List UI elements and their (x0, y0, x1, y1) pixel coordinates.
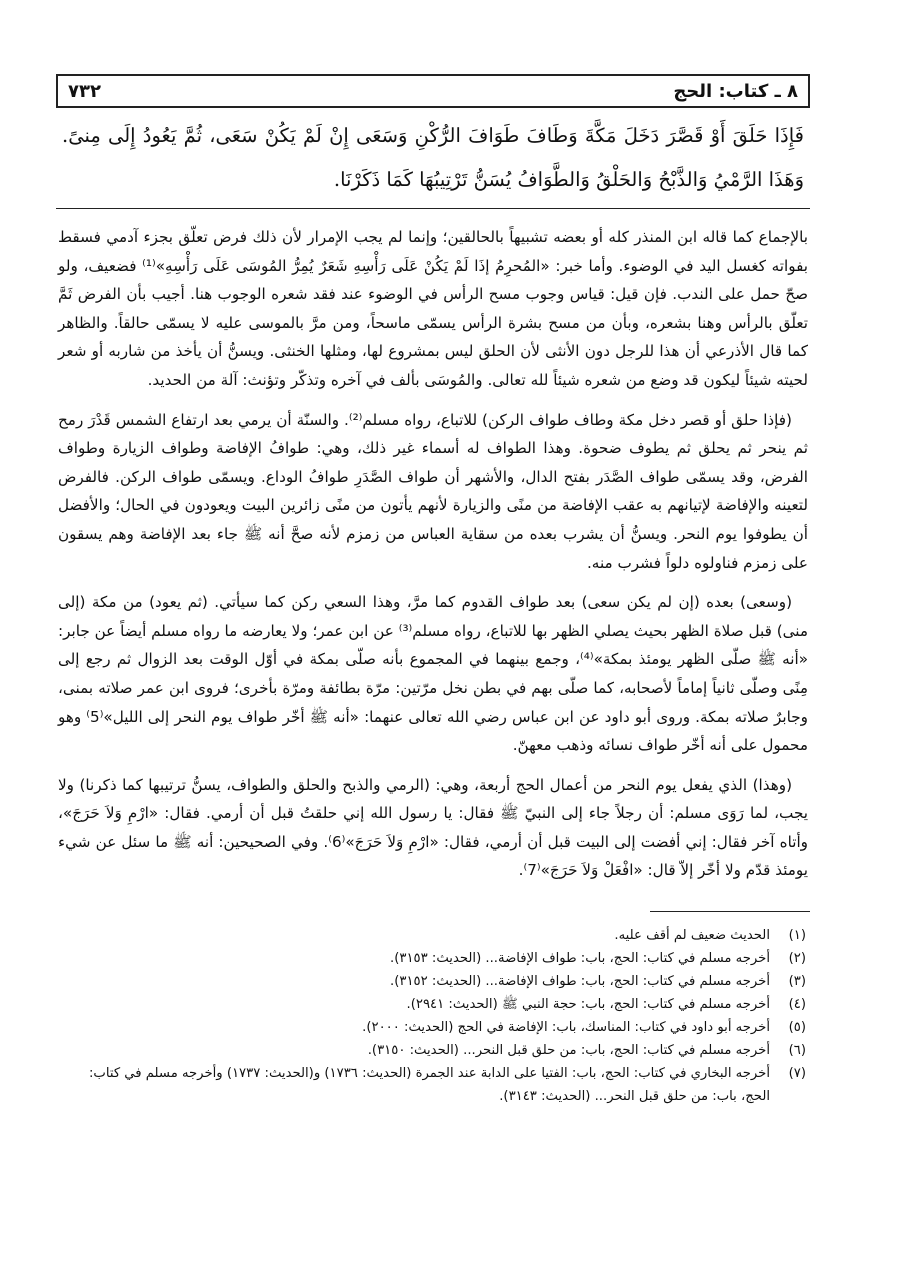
page-number: ٧٣٢ (68, 80, 101, 102)
footnote-text: أخرجه مسلم في كتاب: الحج، باب: طواف الإفاضة... (الحديث: ٣١٥٢). (390, 974, 770, 990)
footnote (56, 924, 806, 947)
commentary (58, 223, 808, 885)
book-page (56, 74, 810, 1108)
footnote-number: (٥) (788, 1020, 806, 1036)
footnote-text: أخرجه مسلم في كتاب: الحج، باب: من حلق قبل النحر... (الحديث: ٣١٥٠). (367, 1043, 770, 1059)
footnote (56, 1016, 806, 1039)
chapter-title: ٨ ـ كتاب: الحج (673, 80, 798, 102)
commentary-paragraph: (وهذا) الذي يفعل يوم النحر من أعمال الحج أربعة، وهي: (الرمي والذبح والحلق والطواف، يسنُّ ترتيبها كما ذكرنا) ولا يجب، لما رَوَى مسلم: أن رجلاً جاء إلى النبيّ ﷺ فقال: يا رسول الله إني حلقتُ قبل أن أرمي. فقال: «ارْمِ وَلاَ حَرَجَ»، وأتاه آخر فقال: إني أفضت إلى البيت قبل أن أرمي، فقال: «ارْمِ وَلاَ حَرَجَ»⁽6⁾. وفي الصحيحين: أنه ﷺ ما سئل عن شيء يومئذ قدّم ولا أخّر إلاّ قال: «افْعَلْ وَلاَ حَرَجَ»⁽7⁾. (58, 775, 809, 880)
footnote (56, 993, 806, 1016)
footnote-number: (٣) (788, 974, 806, 990)
footnote-text: أخرجه مسلم في كتاب: الحج، باب: طواف الإفاضة... (الحديث: ٣١٥٣). (390, 951, 770, 967)
footnote-divider (650, 911, 810, 912)
footnote-text: أخرجه مسلم في كتاب: الحج، باب: حجة النبي ﷺ (الحديث: ٢٩٤١). (406, 997, 770, 1013)
footnote (56, 970, 806, 993)
footnote-text: أخرجه البخاري في كتاب: الحج، باب: الفتيا على الدابة عند الجمرة (الحديث: ١٧٣٦) و(الحديث: ١٧٣٧) وأخرجه مسلم في كتاب: الحج، باب: من حلق قبل النحر... (الحديث: ٣١٤٣). (88, 1066, 770, 1105)
matn-divider (56, 208, 810, 209)
commentary-paragraph: (وسعى) بعده (إن لم يكن سعى) بعد طواف القدوم كما مرَّ، وهذا السعي ركن كما سيأتي. (ثم يعود) من مكة (إلى منى) قبل صلاة الظهر بحيث يصلي الظهر بها للاتباع، رواه مسلم⁽³⁾ عن ابن عمر؛ ولا يعارضه ما رواه مسلم أيضاً عن جابر: «أنه ﷺ صلّى الظهر يومئذ بمكة»⁽⁴⁾، وجمع بينهما في المجموع بأنه صلّى بمكة في أوّل الوقت بعد الزوال ثم رجع إلى مِنًى وصلّى ثانياً إماماً لأصحابه، كما صلّى بهم في بطن نخل مرّتين: مرّة بطائفة ومرّة بأخرى؛ فروى ابن عمر صلاته بمنى، وجابرٌ صلاته بمكة. وروى أبو داود عن ابن عباس رضي الله تعالى عنهما: «أنه ﷺ أخّر طواف يوم النحر إلى الليل»⁽5⁾ وهو محمول على أنه أخّر طواف نسائه وذهب معهنّ. (58, 593, 808, 755)
footnote-number: (٧) (788, 1066, 806, 1082)
footnote-text: أخرجه أبو داود في كتاب: المناسك، باب: الإفاضة في الحج (الحديث: ٢٠٠٠). (362, 1020, 770, 1036)
footnote (56, 947, 806, 970)
footnotes (56, 924, 806, 1108)
page-header (56, 74, 810, 108)
footnote (56, 1062, 806, 1108)
footnote-number: (١) (788, 928, 806, 944)
matn-text: فَإِذَا حَلَقَ أَوْ قَصَّرَ دَخَلَ مَكَّةَ وَطَافَ طَوَافَ الرُّكْنِ وَسَعَى إِنْ لَمْ يَكُنْ سَعَى، ثُمَّ يَعُودُ إِلَى مِنىً. وَهَذَا الرَّمْيُ وَالذَّبْحُ وَالحَلْقُ وَالطَّوَافُ يُسَنُّ تَرْتِيبُهَا كَمَا ذَكَرْنَا. (62, 124, 804, 191)
commentary-paragraph: (فإذا حلق أو قصر دخل مكة وطاف طواف الركن) للاتباع، رواه مسلم⁽²⁾. والسنّة أن يرمي بعد ارتفاع الشمس قَدْرَ رمح ثم ينحر ثم يحلق ثم يطوف ضحوة. وهذا الطواف له أسماء غير ذلك، وهي: طوافُ الإفاضة وطواف الزيارة وطواف الفرض، وقد يسمّى طواف الصَّدَر بفتح الدال، والأشهر أن طواف الصَّدَرِ طوافُ الوداع. ويسمّى طواف الركن. فالفرض لتعينه والإفاضة لإتيانهم به عقب الإفاضة من منًى والزيارة لأنهم يأتون من منًى زائرين البيت ويعودون في الحال؛ والأفضل أن يطوفوا يوم النحر. ويسنُّ أن يشرب بعده من سقاية العباس من زمزم لأنه صحَّ أنه ﷺ جاء بعد الإفاضة وهم يسقون على زمزم فناولوه دلواً فشرب منه. (58, 410, 808, 572)
footnote (56, 1039, 806, 1062)
footnote-number: (٤) (788, 997, 806, 1013)
commentary-paragraph: بالإجماع كما قاله ابن المنذر كله أو بعضه تشبيهاً بالحالقين؛ وإنما لم يجب الإمرار لأن ذلك فرض تعلّق بجزء آدمي فسقط بفواته كغسل اليد في الوضوء. وأما خبر: «المُحرِمُ إذَا لَمْ يَكُنْ عَلَى رَأْسِهِ شَعَرٌ يُمِرُّ المُوسَى عَلَى رَأْسِهِ»⁽¹⁾ فضعيف، ولو صحّ حمل على الندب. فإن قيل: قياس وجوب مسح الرأس في الوضوء عند فقد شعره الوجوب هنا. أجيب بأن الفرض ثَمَّ تعلّق بالرأس وهنا بشعره، وبأن من مسح بشرة الرأس يسمّى ماسحاً، ومن مرَّ بالموسى عليه لا يسمّى حالقاً. والظاهر كما قال الأذرعي أن هذا للرجل دون الأنثى لأن الحلق ليس بمشروع لها، ومثلها الخنثى. ويسنُّ أن يأخذ من شاربه أو شعر لحيته شيئاً ليكون قد وضع من شعره شيئاً لله تعالى. والمُوسَى بألف في آخره وتذكّر وتؤنث: آلة من الحديد. (58, 228, 808, 389)
footnote-number: (٢) (788, 951, 806, 967)
footnote-number: (٦) (788, 1043, 806, 1059)
footnote-text: الحديث ضعيف لم أقف عليه. (614, 928, 770, 944)
